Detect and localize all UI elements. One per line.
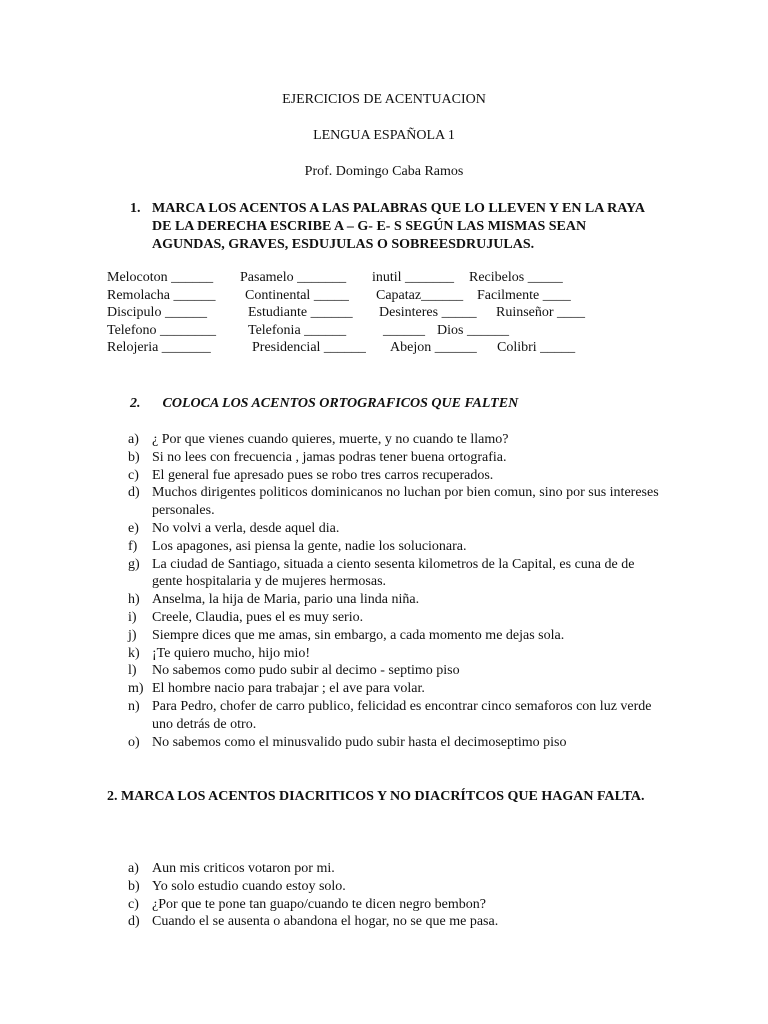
item-text: ¿Por que te pone tan guapo/cuando te dicen negro bembon? xyxy=(152,896,486,912)
item-label: k) xyxy=(128,645,140,661)
word-cell: ______ xyxy=(383,322,425,338)
word-cell: Remolacha ______ xyxy=(107,287,216,303)
item-text: Aun mis criticos votaron por mi. xyxy=(152,861,335,876)
list-item xyxy=(128,556,668,592)
list-item xyxy=(128,896,668,914)
item-label: o) xyxy=(128,734,140,750)
word-cell: Telefonia ______ xyxy=(248,322,347,338)
list-item xyxy=(128,860,668,878)
section-1-instruction xyxy=(130,200,660,254)
item-text: La ciudad de Santiago, situada a ciento sesenta kilometros de la Capital, es cuna de de gente hospitalaria y de mujeres hermosas. xyxy=(152,556,635,590)
list-item xyxy=(128,627,668,645)
word-cell: Capataz______ xyxy=(376,287,464,303)
item-text: Yo solo estudio cuando estoy solo. xyxy=(152,878,346,894)
item-text: Siempre dices que me amas, sin embargo, a cada momento me dejas sola. xyxy=(152,627,565,643)
item-label: a) xyxy=(128,432,139,447)
list-item xyxy=(128,662,668,680)
item-label: d) xyxy=(128,914,140,930)
list-item xyxy=(128,520,668,538)
item-label: g) xyxy=(128,556,140,572)
list-item xyxy=(128,680,668,698)
item-text: Cuando el se ausenta o abandona el hogar, no se que me pasa. xyxy=(152,914,499,930)
item-text: Creele, Claudia, pues el es muy serio. xyxy=(152,609,364,625)
item-label: b) xyxy=(128,878,140,894)
word-cell: Continental _____ xyxy=(245,287,349,303)
list-item xyxy=(128,538,668,556)
list-item xyxy=(128,609,668,627)
item-label: h) xyxy=(128,592,140,608)
word-row xyxy=(107,340,667,358)
word-cell: Relojeria _______ xyxy=(107,340,211,356)
list-item xyxy=(128,431,668,449)
word-cell: Colibri _____ xyxy=(497,340,576,356)
document-title: EJERCICIOS DE ACENTUACION xyxy=(282,92,486,107)
word-row xyxy=(107,305,667,323)
professor-line: Prof. Domingo Caba Ramos xyxy=(304,164,464,179)
item-label: j) xyxy=(128,627,137,643)
item-label: n) xyxy=(128,698,140,714)
item-text: Si no lees con frecuencia , jamas podras tener buena ortografia. xyxy=(152,449,507,465)
item-text: El hombre nacio para trabajar ; el ave para volar. xyxy=(152,681,425,697)
item-label: b) xyxy=(128,449,140,465)
word-cell: Estudiante ______ xyxy=(248,305,353,321)
list-item xyxy=(128,484,668,520)
section-1-text: MARCA LOS ACENTOS A LAS PALABRAS QUE LO LLEVEN Y EN LA RAYA DE LA DERECHA ESCRIBE A – G- E- S SEGÚN LAS MISMAS SEAN AGUNDAS, GRAVES, ESDUJULAS O SOBREESDRUJULAS. xyxy=(152,201,645,252)
item-text: Muchos dirigentes politicos dominicanos no luchan por bien comun, sino por sus intereses personales. xyxy=(152,485,659,519)
item-label: f) xyxy=(128,538,138,554)
word-cell: Telefono ________ xyxy=(107,322,217,338)
word-cell: Abejon ______ xyxy=(390,340,477,356)
item-label: i) xyxy=(128,609,137,625)
subject-line: LENGUA ESPAÑOLA 1 xyxy=(313,128,455,143)
word-cell: Melocoton ______ xyxy=(107,270,214,285)
section-3-list xyxy=(128,860,668,931)
item-label: m) xyxy=(128,681,144,697)
list-item xyxy=(128,467,668,485)
word-cell: Ruinseñor ____ xyxy=(496,305,586,321)
item-text: ¡Te quiero mucho, hijo mio! xyxy=(152,645,311,661)
section-2-list xyxy=(128,431,668,751)
item-label: c) xyxy=(128,467,139,483)
section-2-instruction xyxy=(130,396,518,412)
item-text: No volvi a verla, desde aquel dia. xyxy=(152,520,340,536)
word-cell: Presidencial ______ xyxy=(252,340,366,356)
word-row xyxy=(107,288,667,306)
item-text: Los apagones, asi piensa la gente, nadie los solucionara. xyxy=(152,538,467,554)
word-cell: Desinteres _____ xyxy=(379,305,477,321)
word-row xyxy=(107,270,667,288)
word-cell: Discipulo ______ xyxy=(107,305,207,321)
section-2-number: 2. xyxy=(130,396,141,411)
word-cell: Facilmente ____ xyxy=(477,287,571,303)
item-label: d) xyxy=(128,485,140,501)
item-text: ¿ Por que vienes cuando quieres, muerte, y no cuando te llamo? xyxy=(152,432,509,447)
word-grid xyxy=(107,270,667,358)
item-text: El general fue apresado pues se robo tres carros recuperados. xyxy=(152,467,494,483)
word-row xyxy=(107,323,667,341)
item-text: Anselma, la hija de Maria, pario una linda niña. xyxy=(152,592,420,608)
list-item xyxy=(128,878,668,896)
list-item xyxy=(128,698,668,734)
list-item xyxy=(128,734,668,752)
list-item xyxy=(128,645,668,663)
list-item xyxy=(128,449,668,467)
item-text: No sabemos como pudo subir al decimo - septimo piso xyxy=(152,663,460,679)
item-text: Para Pedro, chofer de carro publico, felicidad es encontrar cinco semaforos con luz verde uno detrás de otro. xyxy=(152,698,652,732)
item-text: No sabemos como el minusvalido pudo subir hasta el decimoseptimo piso xyxy=(152,734,567,750)
item-label: a) xyxy=(128,861,139,876)
section-1-number: 1. xyxy=(130,201,141,216)
list-item xyxy=(128,913,668,931)
item-label: l) xyxy=(128,663,137,679)
section-2-text: COLOCA LOS ACENTOS ORTOGRAFICOS QUE FALTEN xyxy=(162,396,519,411)
word-cell: Recibelos _____ xyxy=(469,270,563,285)
word-cell: Pasamelo _______ xyxy=(240,270,347,285)
item-label: c) xyxy=(128,896,139,912)
section-3-heading: 2. MARCA LOS ACENTOS DIACRITICOS Y NO DIACRÍTCOS QUE HAGAN FALTA. xyxy=(107,789,645,804)
word-cell: inutil _______ xyxy=(372,270,455,285)
item-label: e) xyxy=(128,520,139,536)
word-cell: Dios ______ xyxy=(437,322,509,338)
list-item xyxy=(128,591,668,609)
